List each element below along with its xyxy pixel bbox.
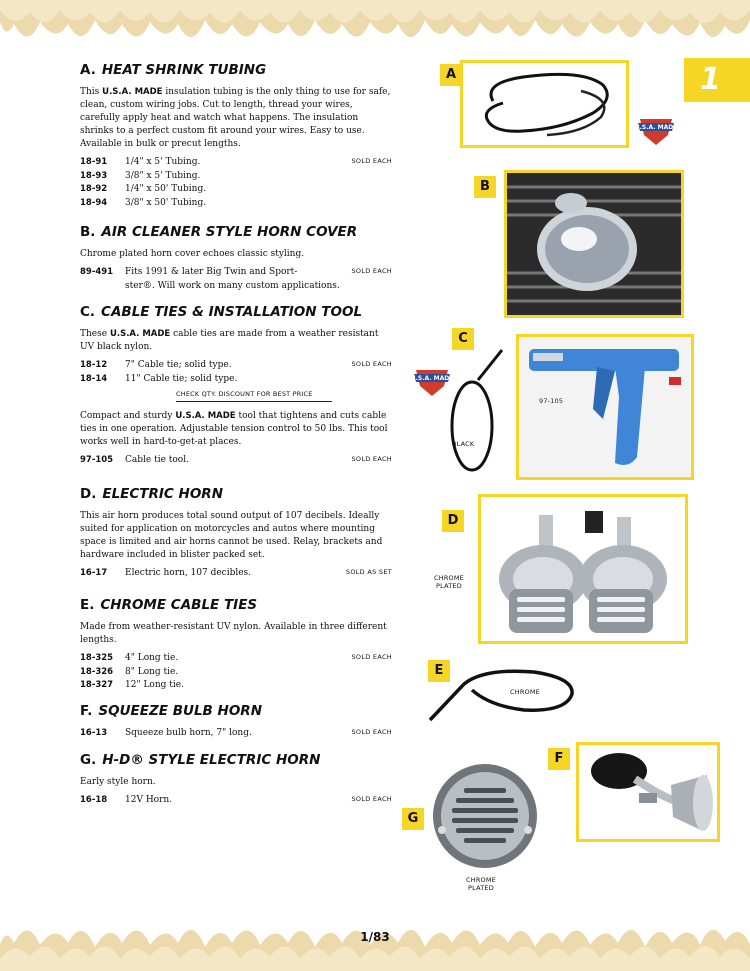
page-number: 1/83 — [360, 930, 390, 944]
sku-number: 18-325 — [80, 653, 114, 664]
caption-chrome-e: CHROME — [510, 688, 540, 696]
chapter-number: 1 — [700, 62, 721, 97]
sku-number: 18-94 — [80, 197, 108, 208]
sold-note: SOLD AS SET — [345, 568, 392, 577]
tubing-image — [463, 63, 626, 145]
sku-row — [80, 156, 392, 170]
figure-label-d: D — [442, 510, 464, 532]
sku-number: 16-13 — [80, 728, 108, 738]
sku-row — [80, 567, 392, 581]
sku-number: 18-92 — [80, 184, 108, 195]
section-chrome-cable-ties — [80, 597, 392, 693]
figure-d-electric-horn — [478, 494, 688, 644]
sku-number: 18-326 — [80, 666, 114, 677]
section-heading: B. AIR CLEANER STYLE HORN COVER — [80, 224, 358, 240]
section-heading: A. HEAT SHRINK TUBING — [80, 62, 267, 78]
chrome-cable-tie-image — [424, 660, 576, 726]
bulb-horn-image — [579, 745, 717, 839]
figure-label-c: C — [452, 328, 474, 350]
sku-description: 3/8" x 5' Tubing. — [125, 170, 201, 181]
sku-description: 11" Cable tie; solid type. — [125, 373, 238, 384]
sku-list — [80, 359, 392, 386]
sku-description: ster®. Will work on many custom applications. — [125, 280, 340, 291]
sold-note: SOLD EACH — [351, 728, 392, 736]
sku-row — [80, 197, 392, 211]
sku-description: Electric horn, 107 decibles. — [125, 568, 252, 579]
sku-description: 3/8" x 50' Tubing. — [125, 197, 207, 208]
sku-list — [80, 266, 392, 293]
figure-b-horn-cover — [504, 170, 684, 318]
figure-f-squeeze-bulb-horn — [576, 742, 720, 842]
sku-row — [80, 652, 392, 666]
sku-row — [80, 679, 392, 693]
sku-number: 18-93 — [80, 170, 108, 181]
figure-label-f: F — [548, 748, 570, 770]
figure-c-cable-tie-tool — [516, 334, 694, 480]
section-description: Early style horn. — [80, 777, 156, 787]
sold-note: SOLD EACH — [351, 360, 392, 369]
sold-note: SOLD EACH — [351, 157, 392, 166]
caption-chrome-plated-g: CHROME PLATED — [466, 876, 496, 893]
caption-chrome-plated-d: CHROME PLATED — [434, 574, 464, 591]
section-description: This air horn produces total sound output of 107 decibels. Ideally suited for application on motorcycles and autos where mounting space is limited and air horns cannot be used. Relay, brackets and hardware included in blister packed set. — [80, 511, 383, 561]
sku-row — [80, 794, 392, 808]
sku-number: 89-491 — [80, 267, 114, 278]
sku-list-tool — [80, 454, 392, 468]
cable-tie-tool-image — [519, 337, 691, 477]
sku-number: 16-18 — [80, 795, 108, 806]
sku-row — [80, 359, 392, 373]
svg-text:U.S.A. MADE: U.S.A. MADE — [412, 375, 452, 382]
sku-description: 4" Long tie. — [125, 653, 179, 664]
figure-label-b: B — [474, 176, 496, 198]
electric-horn-image — [481, 497, 685, 641]
figure-a-tubing — [460, 60, 629, 148]
caption-black: BLACK — [452, 440, 475, 448]
hd-style-horn-image — [430, 760, 540, 872]
sku-description: 7" Cable tie; solid type. — [125, 360, 232, 371]
section-heading: D. ELECTRIC HORN — [80, 486, 223, 502]
figure-label-e: E — [428, 660, 450, 682]
sold-note: SOLD EACH — [351, 653, 392, 662]
sku-number: 18-12 — [80, 360, 108, 371]
section-squeeze-bulb-horn — [80, 703, 392, 741]
sku-description: Fits 1991 & later Big Twin and Sport- — [125, 267, 298, 278]
sku-row — [80, 280, 392, 294]
section-description: This U.S.A. MADE insulation tubing is the only thing to use for safe, clean, custom wiring jobs. Cut to length, thread your wires, carefully apply heat and watch what happens. The insulation shrinks to a perfect custom fit around your wires. Easy to use. Available in bulk or precut lengths. — [80, 87, 391, 150]
section-heat-shrink-tubing — [80, 62, 392, 210]
sku-description: 1/4" x 50' Tubing. — [125, 184, 207, 195]
sku-row — [80, 266, 392, 280]
sku-number: 97-105 — [80, 455, 114, 466]
usa-made-badge — [636, 115, 676, 147]
figure-label-g: G — [402, 808, 424, 830]
section-heading: G. H-D® STYLE ELECTRIC HORN — [80, 752, 321, 768]
sku-description: 12V Horn. — [125, 795, 173, 806]
sku-description: 1/4" x 5' Tubing. — [125, 157, 201, 168]
sku-row — [80, 454, 392, 468]
figure-label-a: A — [440, 64, 462, 86]
section-air-cleaner-horn-cover — [80, 224, 392, 293]
sku-number: 16-17 — [80, 568, 108, 579]
sku-number: 18-14 — [80, 373, 108, 384]
sku-list — [80, 727, 392, 741]
section-heading: F. SQUEEZE BULB HORN — [80, 703, 263, 719]
sku-row — [80, 666, 392, 680]
sku-row — [80, 183, 392, 197]
section-description: Chrome plated horn cover echoes classic styling. — [80, 249, 305, 259]
chapter-tab — [684, 58, 750, 102]
tool-description: Compact and sturdy U.S.A. MADE tool that tightens and cuts cable ties in one operation. Adjustable tension control to 50 lbs. This tool works well in hard-to-get-at places. — [80, 411, 388, 448]
section-heading: E. CHROME CABLE TIES — [80, 597, 258, 613]
flame-border-top — [0, 0, 750, 56]
horn-cover-image — [507, 173, 681, 315]
section-hd-style-electric-horn — [80, 752, 392, 808]
sold-note: SOLD EACH — [351, 795, 392, 804]
sold-note: SOLD EACH — [351, 267, 392, 276]
sku-row — [80, 170, 392, 184]
sku-description: 8" Long tie. — [125, 666, 179, 677]
sku-list — [80, 567, 392, 581]
sku-list — [80, 652, 392, 693]
sku-list — [80, 156, 392, 210]
sku-description: Cable tie tool. — [125, 455, 189, 466]
section-description: These U.S.A. MADE cable ties are made from a weather resistant UV black nylon. — [80, 329, 379, 353]
black-cable-tie-image — [444, 346, 504, 476]
sku-row — [80, 373, 392, 387]
sku-description: Squeeze bulb horn, 7" long. — [125, 728, 252, 738]
svg-text:U.S.A. MADE: U.S.A. MADE — [636, 124, 676, 131]
sku-number: 18-91 — [80, 157, 108, 168]
section-description: Made from weather-resistant UV nylon. Available in three different lengths. — [80, 622, 387, 646]
sold-note: SOLD EACH — [351, 455, 392, 464]
sku-list — [80, 794, 392, 808]
sku-description: 12" Long tie. — [125, 680, 184, 691]
section-electric-horn — [80, 486, 392, 581]
sku-number: 18-327 — [80, 680, 114, 691]
section-cable-ties-tool — [80, 304, 392, 468]
qty-discount-note: CHECK QTY. DISCOUNT FOR BEST PRICE — [176, 390, 332, 402]
sku-row — [80, 727, 392, 741]
section-heading: C. CABLE TIES & INSTALLATION TOOL — [80, 304, 363, 320]
caption-tool-part: 97-105 — [539, 397, 564, 405]
